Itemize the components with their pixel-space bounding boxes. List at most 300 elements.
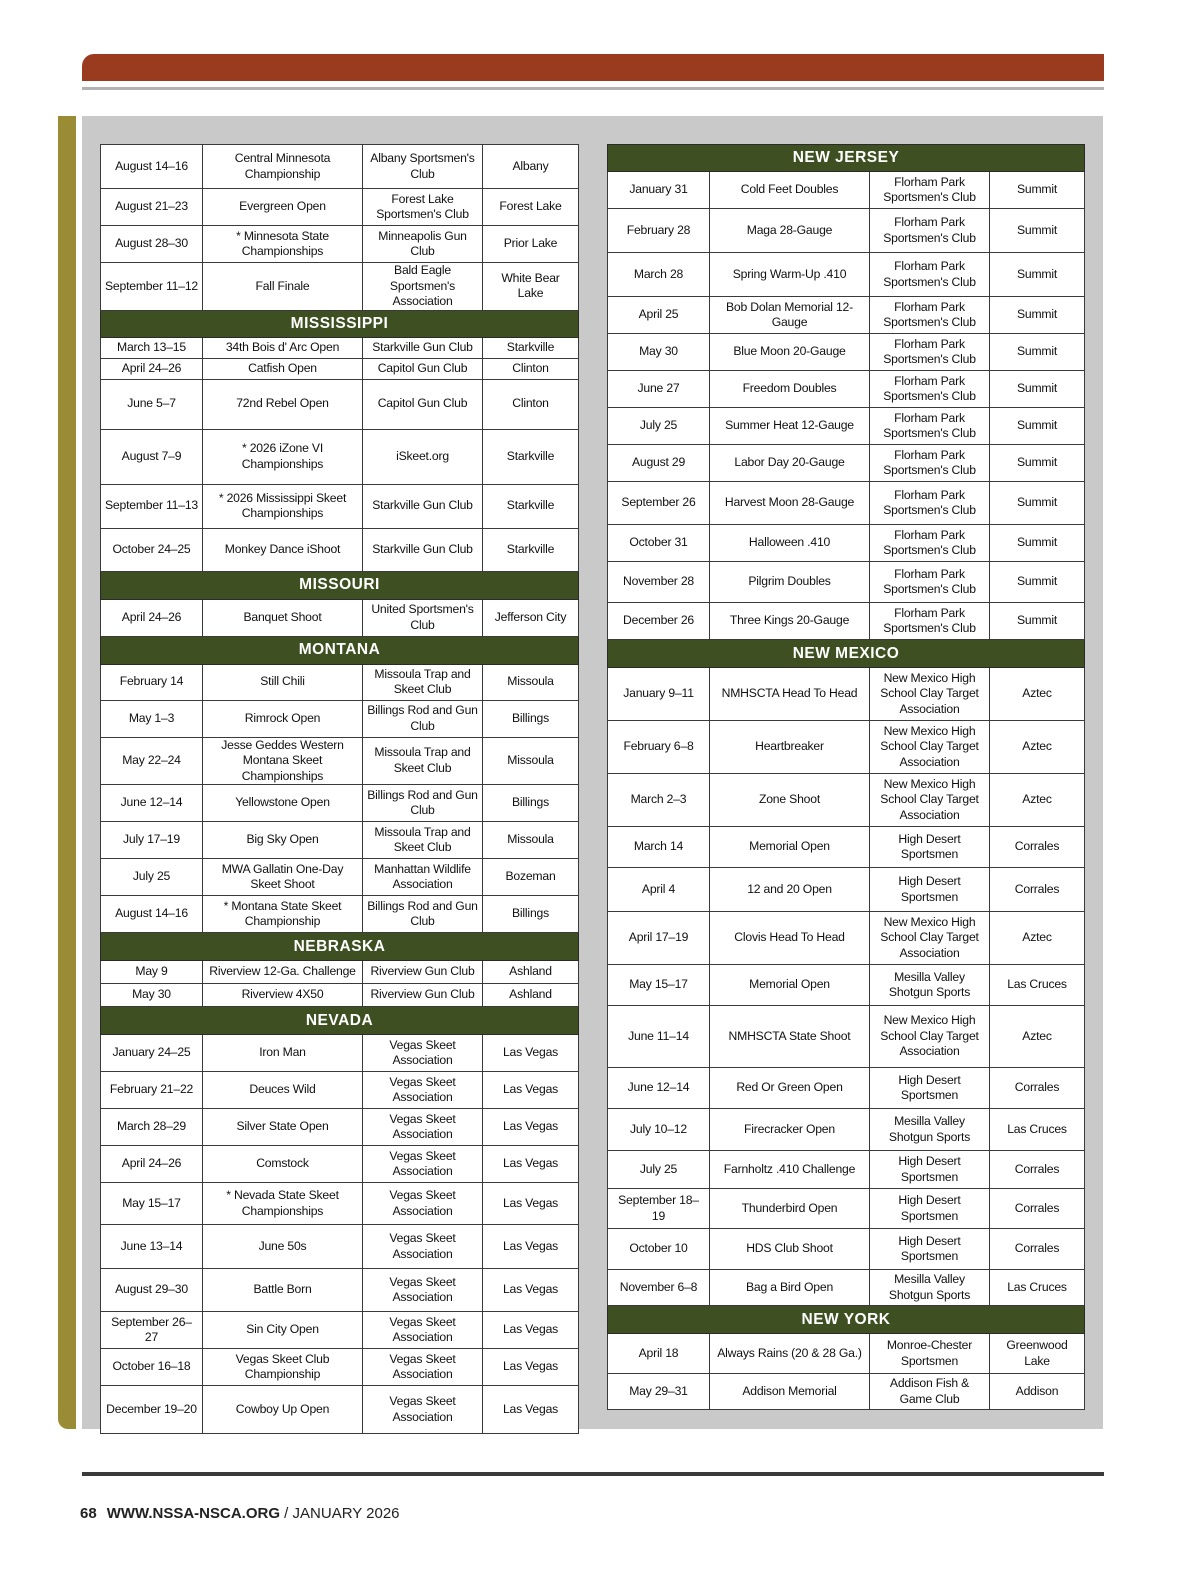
- table-row: [608, 827, 1085, 868]
- event-date: May 22–24: [101, 737, 203, 785]
- table-row: [101, 379, 579, 429]
- event-club: Florham Park Sportsmen's Club: [870, 297, 990, 334]
- event-date: August 14–16: [101, 896, 203, 933]
- table-row: [101, 145, 579, 189]
- event-name: Battle Born: [203, 1269, 363, 1312]
- event-club: Florham Park Sportsmen's Club: [870, 172, 990, 209]
- event-name: Harvest Moon 28-Gauge: [710, 482, 870, 525]
- table-row: [608, 912, 1085, 965]
- state-header: MISSISSIPPI: [101, 310, 579, 337]
- table-row: [608, 253, 1085, 297]
- event-name: 12 and 20 Open: [710, 868, 870, 912]
- event-club: Billings Rod and Gun Club: [363, 700, 483, 737]
- event-date: August 29: [608, 445, 710, 482]
- event-club: Vegas Skeet Association: [363, 1225, 483, 1269]
- table-row: [101, 1269, 579, 1312]
- state-header-row: [608, 145, 1085, 172]
- event-location: Summit: [990, 408, 1085, 445]
- event-date: September 18–19: [608, 1189, 710, 1229]
- event-club: New Mexico High School Clay Target Association: [870, 721, 990, 774]
- event-date: September 11–12: [101, 263, 203, 311]
- event-location: Ashland: [483, 984, 579, 1007]
- event-club: Minneapolis Gun Club: [363, 226, 483, 263]
- event-club: Starkville Gun Club: [363, 528, 483, 571]
- event-club: Vegas Skeet Association: [363, 1386, 483, 1434]
- event-name: Blue Moon 20-Gauge: [710, 334, 870, 371]
- event-name: Firecracker Open: [710, 1109, 870, 1151]
- issue-date: / JANUARY 2026: [280, 1505, 400, 1522]
- page-footer: [80, 1505, 400, 1522]
- event-name: Deuces Wild: [203, 1072, 363, 1109]
- table-row: [608, 721, 1085, 774]
- event-date: September 26: [608, 482, 710, 525]
- event-date: February 21–22: [101, 1072, 203, 1109]
- event-date: July 25: [608, 1151, 710, 1189]
- event-location: Missoula: [483, 664, 579, 700]
- event-location: Las Vegas: [483, 1225, 579, 1269]
- event-date: June 27: [608, 371, 710, 408]
- event-name: Monkey Dance iShoot: [203, 528, 363, 571]
- table-row: [608, 371, 1085, 408]
- event-location: Starkville: [483, 337, 579, 358]
- event-name: Big Sky Open: [203, 822, 363, 859]
- state-header-row: [101, 310, 579, 337]
- event-name: Bag a Bird Open: [710, 1270, 870, 1306]
- event-club: Mesilla Valley Shotgun Sports: [870, 1109, 990, 1151]
- event-date: December 19–20: [101, 1386, 203, 1434]
- event-name: Riverview 12-Ga. Challenge: [203, 961, 363, 984]
- event-date: September 26–27: [101, 1312, 203, 1349]
- event-location: Aztec: [990, 721, 1085, 774]
- event-club: New Mexico High School Clay Target Association: [870, 912, 990, 965]
- event-location: Forest Lake: [483, 189, 579, 226]
- event-location: Las Vegas: [483, 1146, 579, 1183]
- event-club: Florham Park Sportsmen's Club: [870, 371, 990, 408]
- event-location: Summit: [990, 371, 1085, 408]
- event-date: January 31: [608, 172, 710, 209]
- table-row: [101, 1109, 579, 1146]
- event-club: Capitol Gun Club: [363, 358, 483, 379]
- event-club: High Desert Sportsmen: [870, 1068, 990, 1109]
- event-club: New Mexico High School Clay Target Association: [870, 774, 990, 827]
- event-date: May 15–17: [101, 1183, 203, 1225]
- event-club: Missoula Trap and Skeet Club: [363, 822, 483, 859]
- event-name: Freedom Doubles: [710, 371, 870, 408]
- event-location: Summit: [990, 172, 1085, 209]
- event-date: January 9–11: [608, 668, 710, 721]
- event-name: Summer Heat 12-Gauge: [710, 408, 870, 445]
- state-header: NEW YORK: [608, 1306, 1085, 1334]
- table-row: [101, 785, 579, 822]
- event-name: Fall Finale: [203, 263, 363, 311]
- table-row: [101, 896, 579, 933]
- event-location: Corrales: [990, 827, 1085, 868]
- event-name: MWA Gallatin One-Day Skeet Shoot: [203, 859, 363, 896]
- event-club: Vegas Skeet Association: [363, 1035, 483, 1072]
- event-club: High Desert Sportsmen: [870, 1151, 990, 1189]
- event-club: Starkville Gun Club: [363, 484, 483, 528]
- table-row: [101, 1225, 579, 1269]
- event-name: * Montana State Skeet Championship: [203, 896, 363, 933]
- event-club: Billings Rod and Gun Club: [363, 896, 483, 933]
- top-divider: [82, 87, 1104, 90]
- table-row: [608, 334, 1085, 371]
- event-location: Clinton: [483, 358, 579, 379]
- event-date: July 25: [101, 859, 203, 896]
- event-date: May 1–3: [101, 700, 203, 737]
- event-club: Vegas Skeet Association: [363, 1312, 483, 1349]
- event-date: August 7–9: [101, 429, 203, 484]
- table-row: [101, 1183, 579, 1225]
- page-number: 68: [80, 1505, 97, 1522]
- event-club: Vegas Skeet Association: [363, 1146, 483, 1183]
- event-location: Starkville: [483, 528, 579, 571]
- table-row: [101, 189, 579, 226]
- table-row: [101, 429, 579, 484]
- event-name: Central Minnesota Championship: [203, 145, 363, 189]
- event-location: White Bear Lake: [483, 263, 579, 311]
- event-name: Still Chili: [203, 664, 363, 700]
- event-name: NMHSCTA Head To Head: [710, 668, 870, 721]
- event-location: Billings: [483, 785, 579, 822]
- event-date: May 30: [101, 984, 203, 1007]
- table-row: [101, 1349, 579, 1386]
- event-name: HDS Club Shoot: [710, 1229, 870, 1270]
- event-name: Yellowstone Open: [203, 785, 363, 822]
- event-club: Albany Sportsmen's Club: [363, 145, 483, 189]
- table-row: [608, 1068, 1085, 1109]
- schedule-table-right: [607, 144, 1085, 1410]
- table-row: [101, 1146, 579, 1183]
- table-row: [608, 868, 1085, 912]
- table-row: [101, 1312, 579, 1349]
- event-club: Vegas Skeet Association: [363, 1269, 483, 1312]
- event-name: * 2026 iZone VI Championships: [203, 429, 363, 484]
- event-club: High Desert Sportsmen: [870, 827, 990, 868]
- state-header-row: [608, 640, 1085, 668]
- event-club: Monroe-Chester Sportsmen: [870, 1334, 990, 1374]
- table-row: [608, 774, 1085, 827]
- event-name: 34th Bois d' Arc Open: [203, 337, 363, 358]
- event-club: Capitol Gun Club: [363, 379, 483, 429]
- table-row: [608, 482, 1085, 525]
- event-date: February 14: [101, 664, 203, 700]
- event-club: Florham Park Sportsmen's Club: [870, 562, 990, 603]
- table-row: [101, 984, 579, 1007]
- event-location: Bozeman: [483, 859, 579, 896]
- event-name: Pilgrim Doubles: [710, 562, 870, 603]
- table-row: [608, 965, 1085, 1006]
- table-row: [101, 226, 579, 263]
- event-name: Evergreen Open: [203, 189, 363, 226]
- table-row: [608, 1334, 1085, 1374]
- event-date: August 29–30: [101, 1269, 203, 1312]
- event-date: June 12–14: [101, 785, 203, 822]
- event-location: Aztec: [990, 668, 1085, 721]
- event-club: New Mexico High School Clay Target Association: [870, 1006, 990, 1068]
- event-name: Riverview 4X50: [203, 984, 363, 1007]
- event-club: Florham Park Sportsmen's Club: [870, 408, 990, 445]
- table-row: [101, 1072, 579, 1109]
- table-row: [101, 358, 579, 379]
- event-club: Florham Park Sportsmen's Club: [870, 334, 990, 371]
- event-date: May 30: [608, 334, 710, 371]
- state-header-row: [101, 571, 579, 599]
- state-header-row: [101, 636, 579, 664]
- event-club: Florham Park Sportsmen's Club: [870, 209, 990, 253]
- event-location: Albany: [483, 145, 579, 189]
- event-location: Corrales: [990, 1068, 1085, 1109]
- state-header: NEBRASKA: [101, 933, 579, 961]
- event-date: December 26: [608, 603, 710, 640]
- event-date: February 28: [608, 209, 710, 253]
- event-location: Las Vegas: [483, 1269, 579, 1312]
- event-location: Billings: [483, 896, 579, 933]
- event-location: Summit: [990, 562, 1085, 603]
- state-header-row: [101, 933, 579, 961]
- event-name: Labor Day 20-Gauge: [710, 445, 870, 482]
- event-club: Florham Park Sportsmen's Club: [870, 253, 990, 297]
- event-location: Jefferson City: [483, 599, 579, 636]
- table-row: [101, 822, 579, 859]
- event-date: June 5–7: [101, 379, 203, 429]
- table-row: [608, 668, 1085, 721]
- event-date: April 4: [608, 868, 710, 912]
- event-club: United Sportsmen's Club: [363, 599, 483, 636]
- event-name: * Minnesota State Championships: [203, 226, 363, 263]
- event-location: Las Cruces: [990, 965, 1085, 1006]
- event-date: November 6–8: [608, 1270, 710, 1306]
- event-location: Addison: [990, 1374, 1085, 1410]
- state-header: NEW JERSEY: [608, 145, 1085, 172]
- event-location: Las Vegas: [483, 1312, 579, 1349]
- event-name: Banquet Shoot: [203, 599, 363, 636]
- event-name: Farnholtz .410 Challenge: [710, 1151, 870, 1189]
- event-date: March 14: [608, 827, 710, 868]
- event-location: Las Cruces: [990, 1109, 1085, 1151]
- event-name: Heartbreaker: [710, 721, 870, 774]
- event-name: Bob Dolan Memorial 12-Gauge: [710, 297, 870, 334]
- event-name: Rimrock Open: [203, 700, 363, 737]
- event-name: 72nd Rebel Open: [203, 379, 363, 429]
- event-club: Mesilla Valley Shotgun Sports: [870, 965, 990, 1006]
- event-name: Catfish Open: [203, 358, 363, 379]
- event-location: Corrales: [990, 1189, 1085, 1229]
- table-row: [101, 599, 579, 636]
- event-name: Thunderbird Open: [710, 1189, 870, 1229]
- website-link[interactable]: WWW.NSSA-NSCA.ORG: [106, 1505, 281, 1522]
- event-club: Billings Rod and Gun Club: [363, 785, 483, 822]
- event-name: Memorial Open: [710, 965, 870, 1006]
- event-location: Aztec: [990, 912, 1085, 965]
- top-banner-bar: [82, 54, 1104, 81]
- event-name: Addison Memorial: [710, 1374, 870, 1410]
- event-date: March 28: [608, 253, 710, 297]
- event-name: Spring Warm-Up .410: [710, 253, 870, 297]
- event-date: March 13–15: [101, 337, 203, 358]
- event-location: Las Vegas: [483, 1072, 579, 1109]
- bottom-divider: [82, 1472, 1104, 1476]
- event-date: July 17–19: [101, 822, 203, 859]
- state-header-row: [101, 1007, 579, 1035]
- table-row: [608, 525, 1085, 562]
- event-name: Halloween .410: [710, 525, 870, 562]
- event-location: Ashland: [483, 961, 579, 984]
- event-club: Missoula Trap and Skeet Club: [363, 737, 483, 785]
- state-header-row: [608, 1306, 1085, 1334]
- event-name: Maga 28-Gauge: [710, 209, 870, 253]
- table-row: [101, 700, 579, 737]
- event-date: April 24–26: [101, 1146, 203, 1183]
- event-date: April 24–26: [101, 599, 203, 636]
- table-row: [608, 1151, 1085, 1189]
- table-row: [608, 1229, 1085, 1270]
- event-name: Sin City Open: [203, 1312, 363, 1349]
- event-date: March 28–29: [101, 1109, 203, 1146]
- event-club: Florham Park Sportsmen's Club: [870, 525, 990, 562]
- event-name: Zone Shoot: [710, 774, 870, 827]
- event-club: Vegas Skeet Association: [363, 1349, 483, 1386]
- table-row: [608, 408, 1085, 445]
- event-club: Vegas Skeet Association: [363, 1072, 483, 1109]
- event-location: Corrales: [990, 1229, 1085, 1270]
- event-location: Missoula: [483, 737, 579, 785]
- event-name: Memorial Open: [710, 827, 870, 868]
- event-name: * Nevada State Skeet Championships: [203, 1183, 363, 1225]
- event-date: August 28–30: [101, 226, 203, 263]
- event-date: October 10: [608, 1229, 710, 1270]
- event-club: Florham Park Sportsmen's Club: [870, 445, 990, 482]
- event-date: September 11–13: [101, 484, 203, 528]
- table-row: [101, 737, 579, 785]
- table-row: [101, 1386, 579, 1434]
- table-row: [101, 1035, 579, 1072]
- event-location: Summit: [990, 209, 1085, 253]
- event-club: Addison Fish & Game Club: [870, 1374, 990, 1410]
- event-date: May 9: [101, 961, 203, 984]
- event-name: Always Rains (20 & 28 Ga.): [710, 1334, 870, 1374]
- event-location: Corrales: [990, 1151, 1085, 1189]
- event-location: Summit: [990, 253, 1085, 297]
- event-club: Vegas Skeet Association: [363, 1183, 483, 1225]
- event-date: August 21–23: [101, 189, 203, 226]
- event-name: NMHSCTA State Shoot: [710, 1006, 870, 1068]
- event-club: Mesilla Valley Shotgun Sports: [870, 1270, 990, 1306]
- event-location: Starkville: [483, 484, 579, 528]
- event-location: Greenwood Lake: [990, 1334, 1085, 1374]
- event-name: Three Kings 20-Gauge: [710, 603, 870, 640]
- event-location: Corrales: [990, 868, 1085, 912]
- table-row: [101, 664, 579, 700]
- event-club: Missoula Trap and Skeet Club: [363, 664, 483, 700]
- event-location: Aztec: [990, 774, 1085, 827]
- event-date: October 31: [608, 525, 710, 562]
- event-date: October 24–25: [101, 528, 203, 571]
- event-club: High Desert Sportsmen: [870, 1189, 990, 1229]
- state-header: NEVADA: [101, 1007, 579, 1035]
- table-row: [101, 484, 579, 528]
- event-name: * 2026 Mississippi Skeet Championships: [203, 484, 363, 528]
- event-club: iSkeet.org: [363, 429, 483, 484]
- event-location: Las Cruces: [990, 1270, 1085, 1306]
- event-club: Florham Park Sportsmen's Club: [870, 482, 990, 525]
- event-location: Billings: [483, 700, 579, 737]
- event-location: Las Vegas: [483, 1349, 579, 1386]
- event-date: June 11–14: [608, 1006, 710, 1068]
- table-row: [608, 172, 1085, 209]
- event-name: June 50s: [203, 1225, 363, 1269]
- event-date: August 14–16: [101, 145, 203, 189]
- event-name: Comstock: [203, 1146, 363, 1183]
- event-location: Starkville: [483, 429, 579, 484]
- event-club: Vegas Skeet Association: [363, 1109, 483, 1146]
- event-location: Las Vegas: [483, 1035, 579, 1072]
- table-row: [608, 209, 1085, 253]
- event-location: Summit: [990, 445, 1085, 482]
- event-name: Red Or Green Open: [710, 1068, 870, 1109]
- side-accent-bar: [58, 116, 76, 1429]
- event-date: June 13–14: [101, 1225, 203, 1269]
- event-name: Cold Feet Doubles: [710, 172, 870, 209]
- state-header: MONTANA: [101, 636, 579, 664]
- event-name: Iron Man: [203, 1035, 363, 1072]
- table-row: [608, 1189, 1085, 1229]
- table-row: [101, 528, 579, 571]
- event-club: High Desert Sportsmen: [870, 1229, 990, 1270]
- event-location: Summit: [990, 603, 1085, 640]
- event-club: Starkville Gun Club: [363, 337, 483, 358]
- event-location: Las Vegas: [483, 1109, 579, 1146]
- table-row: [101, 263, 579, 311]
- event-location: Aztec: [990, 1006, 1085, 1068]
- table-row: [608, 297, 1085, 334]
- event-club: Florham Park Sportsmen's Club: [870, 603, 990, 640]
- event-location: Missoula: [483, 822, 579, 859]
- event-club: New Mexico High School Clay Target Association: [870, 668, 990, 721]
- table-row: [608, 1374, 1085, 1410]
- event-date: January 24–25: [101, 1035, 203, 1072]
- event-name: Cowboy Up Open: [203, 1386, 363, 1434]
- event-date: May 15–17: [608, 965, 710, 1006]
- table-row: [608, 562, 1085, 603]
- state-header: NEW MEXICO: [608, 640, 1085, 668]
- table-row: [101, 859, 579, 896]
- event-location: Las Vegas: [483, 1183, 579, 1225]
- event-location: Summit: [990, 334, 1085, 371]
- table-row: [101, 961, 579, 984]
- event-date: February 6–8: [608, 721, 710, 774]
- table-row: [608, 603, 1085, 640]
- event-date: April 25: [608, 297, 710, 334]
- event-club: Riverview Gun Club: [363, 961, 483, 984]
- schedule-table-left: [100, 144, 579, 1434]
- state-header: MISSOURI: [101, 571, 579, 599]
- event-date: October 16–18: [101, 1349, 203, 1386]
- table-row: [608, 1006, 1085, 1068]
- event-club: Forest Lake Sportsmen's Club: [363, 189, 483, 226]
- event-name: Silver State Open: [203, 1109, 363, 1146]
- event-date: March 2–3: [608, 774, 710, 827]
- event-location: Summit: [990, 297, 1085, 334]
- event-date: July 25: [608, 408, 710, 445]
- event-name: Clovis Head To Head: [710, 912, 870, 965]
- event-date: April 17–19: [608, 912, 710, 965]
- event-name: Jesse Geddes Western Montana Skeet Championships: [203, 737, 363, 785]
- event-location: Clinton: [483, 379, 579, 429]
- event-club: Manhattan Wildlife Association: [363, 859, 483, 896]
- table-row: [608, 1270, 1085, 1306]
- event-date: April 18: [608, 1334, 710, 1374]
